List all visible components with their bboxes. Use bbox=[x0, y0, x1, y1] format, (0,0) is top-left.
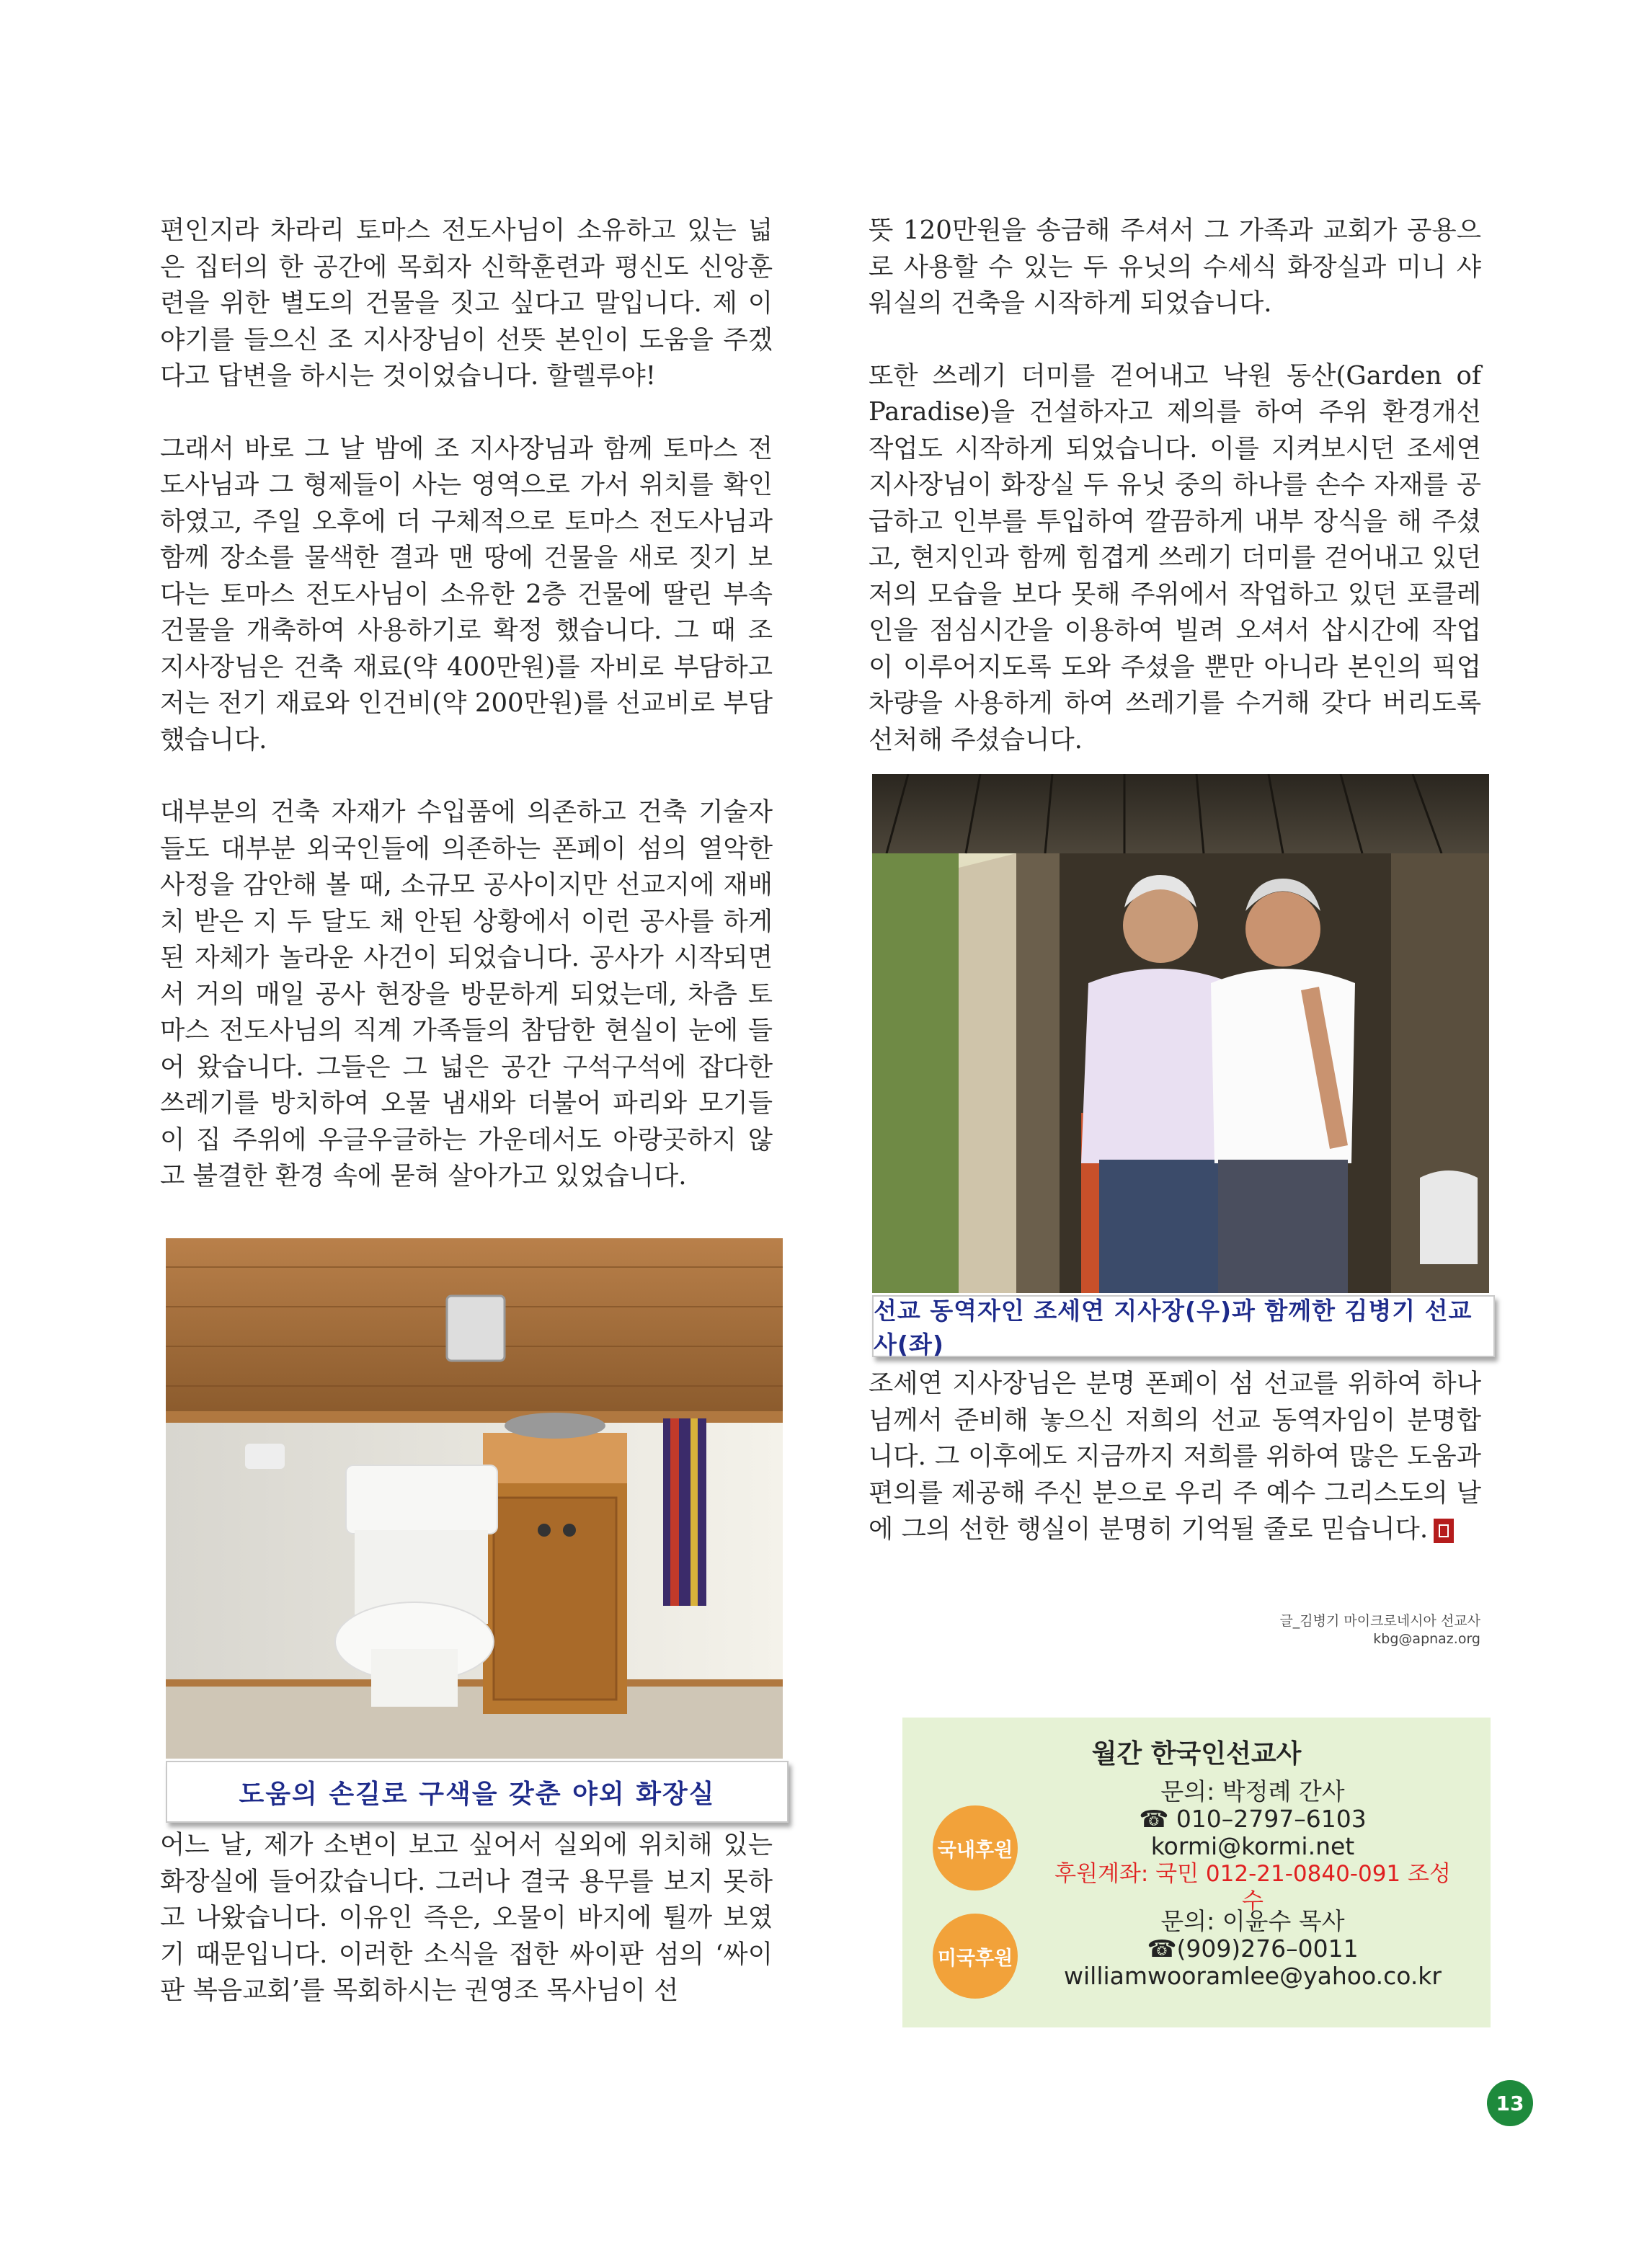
two-men-photo bbox=[872, 774, 1489, 1293]
email-link[interactable]: williamwooramlee@yahoo.co.kr bbox=[1064, 1962, 1442, 1990]
paragraph: 편인지라 차라리 토마스 전도사님이 소유하고 있는 넓은 집터의 한 공간에 목회자 신학훈련과 평신도 신앙훈련을 위한 별도의 건물을 짓고 싶다고 말입니다. 제 이야기를 들으신 조 지사장님이 선뜻 본인이 도움을 주겠다고 답변을 하시는 것이었습니다. 할렐루야! bbox=[160, 216, 773, 391]
caption-text: 선교 동역자인 조세연 지사장(우)과 함께한 김병기 선교사(좌) bbox=[874, 1297, 1473, 1359]
toilet-photo-caption bbox=[166, 1761, 789, 1823]
right-column-bottom-text bbox=[869, 1366, 1481, 1548]
email-link[interactable]: kormi@kormi.net bbox=[1150, 1832, 1355, 1860]
paragraph: 뜻 120만원을 송금해 주셔서 그 가족과 교회가 공용으로 사용할 수 있는 두 유닛의 수세식 화장실과 미니 샤워실의 건축을 시작하게 되었습니다. bbox=[869, 216, 1481, 318]
paragraph: 그래서 바로 그 날 밤에 조 지사장님과 함께 토마스 전도사님과 그 형제들이 사는 영역으로 가서 위치를 확인하였고, 주일 오후에 더 구체적으로 토마스 전도사님과 함께 장소를 물색한 결과 맨 땅에 건물을 새로 짓기 보다는 토마스 전도사님이 소유한 2층 건물에 딸린 부속건물을 개축하여 사용하기로 확정 했습니다. 그 때 조 지사장님은 건축 재료(약 400만원)를 자비로 부담하고 저는 전기 재료와 인건비(약 200만원)를 선교비로 부담했습니다. bbox=[160, 433, 773, 755]
paragraph: 대부분의 건축 자재가 수입품에 의존하고 건축 기술자들도 대부분 외국인들에 의존하는 폰페이 섬의 열악한 사정을 감안해 볼 때, 소규모 공사이지만 선교지에 재배치 받은 지 두 달도 채 안된 상황에서 이런 공사를 하게 된 자체가 놀라운 사건이 되었습니다. 공사가 시작되면서 거의 매일 공사 현장을 방문하게 되었는데, 차츰 토마스 전도사님의 직계 가족들의 참담한 현실이 눈에 들어 왔습니다. 그들은 그 넓은 공간 구석구석에 잡다한 쓰레기를 방치하여 오물 냄새와 더불어 파리와 모기들이 집 주위에 우글우글하는 가운데서도 아랑곳하지 않고 불결한 환경 속에 묻혀 살아가고 있었습니다. bbox=[160, 797, 773, 1191]
page-number bbox=[1487, 2080, 1533, 2126]
page-number-text: 13 bbox=[1496, 2091, 1524, 2115]
domestic-contact bbox=[1051, 1778, 1455, 1915]
caption-text: 도움의 손길로 구색을 갖춘 야외 화장실 bbox=[239, 1779, 716, 1809]
phone-number: ☎(909)276–0011 bbox=[1147, 1934, 1359, 1963]
paragraph bbox=[869, 1366, 1481, 1548]
badge-label: 국내후원 bbox=[937, 1839, 1013, 1862]
badge-label: 미국후원 bbox=[937, 1947, 1013, 1970]
author-credit bbox=[1279, 1612, 1480, 1648]
contact-person: 문의: 이윤수 목사 bbox=[1160, 1907, 1345, 1935]
sponsorship-info-box bbox=[902, 1718, 1491, 2027]
right-column-top-text bbox=[869, 213, 1481, 794]
toilet-photo bbox=[166, 1238, 783, 1759]
contact-person: 문의: 박정례 간사 bbox=[1160, 1777, 1345, 1805]
author-name: 글_김병기 마이크로네시아 선교사 bbox=[1279, 1613, 1480, 1629]
paragraph-text: 조세연 지사장님은 분명 폰페이 섬 선교를 위하여 하나님께서 준비해 놓으신 저희의 선교 동역자임이 분명합니다. 그 이후에도 지금까지 저희를 위하여 많은 도움과 편의를 제공해 주신 분으로 우리 주 예수 그리스도의 날에 그의 선한 행실이 분명히 기억될 줄로 믿습니다. bbox=[869, 1369, 1481, 1544]
komi-logo-icon bbox=[1434, 1519, 1454, 1543]
domestic-badge bbox=[933, 1805, 1018, 1891]
usa-contact bbox=[1051, 1908, 1455, 1990]
bank-account: 후원계좌: 국민 012-21-0840-091 조성수 bbox=[1054, 1861, 1451, 1914]
author-email: kbg@apnaz.org bbox=[1373, 1631, 1480, 1647]
men-photo-caption bbox=[872, 1295, 1495, 1357]
magazine-title: 월간 한국인선교사 bbox=[1091, 1739, 1302, 1769]
left-column-bottom-text bbox=[160, 1827, 773, 2045]
paragraph: 또한 쓰레기 더미를 걷어내고 낙원 동산(Garden of Paradise)을 건설하자고 제의를 하여 주위 환경개선 작업도 시작하게 되었습니다. 이를 지켜보시던 조세연 지사장님이 화장실 두 유닛 중의 하나를 손수 자재를 공급하고 인부를 투입하여 깔끔하게 내부 장식을 해 주셨고, 현지인과 함께 힘겹게 쓰레기 더미를 걷어내고 있던 저의 모습을 보다 못해 주위에서 작업하고 있던 포클레인을 점심시간을 이용하여 빌려 오셔서 삽시간에 작업이 이루어지도록 도와 주셨을 뿐만 아니라 본인의 픽업차량을 사용하게 하여 쓰레기를 수거해 갖다 버리도록 선처해 주셨습니다. bbox=[869, 360, 1481, 755]
paragraph: 어느 날, 제가 소변이 보고 싶어서 실외에 위치해 있는 화장실에 들어갔습니다. 그러나 결국 용무를 보지 못하고 나왔습니다. 이유인 즉은, 오물이 바지에 튈까 보였기 때문입니다. 이러한 소식을 접한 싸이판 섬의 ‘싸이판 복음교회’를 목회하시는 권영조 목사님이 선 bbox=[160, 1830, 773, 2005]
left-column-top-text bbox=[160, 213, 773, 1231]
phone-number: ☎ 010–2797–6103 bbox=[1139, 1805, 1367, 1833]
usa-badge bbox=[933, 1914, 1018, 1999]
